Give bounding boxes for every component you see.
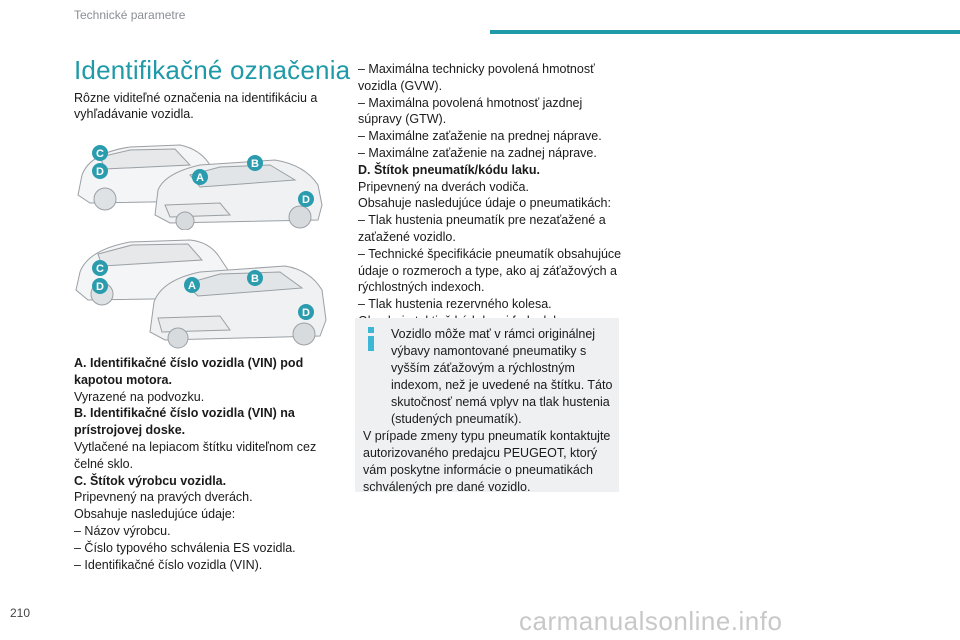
paragraph: D. Štítok pneumatík/kódu laku.: [358, 162, 540, 177]
car-illustration-estate: [70, 230, 330, 350]
callout-label: D: [96, 166, 104, 178]
page-title: Identifikačné označenia: [74, 55, 351, 85]
callout-label: A: [188, 280, 196, 292]
callout-label: D: [96, 281, 104, 293]
list-item: – Tlak hustenia rezervného kolesa.: [358, 297, 552, 312]
callout-label: B: [251, 273, 259, 285]
callout-label: A: [196, 172, 204, 184]
list-item: – Číslo typového schválenia ES vozidla.: [74, 540, 296, 555]
header-section-title: Technické parametre: [74, 8, 186, 22]
callout-label: D: [302, 307, 310, 319]
paragraph: Pripevnený na pravých dverách.: [74, 490, 253, 505]
paragraph: Vyrazené na podvozku.: [74, 389, 205, 404]
callout-label: C: [96, 263, 104, 275]
list-item: – Maximálne zaťaženie na prednej nápravе.: [358, 129, 602, 144]
info-note-box: [355, 318, 619, 492]
note-paragraph: Vozidlo môže mať v rámci originálnej výbavy namontované pneumatiky s vyšším záťažovým a rýchlostným indexom, než je uvedené na štítku. Táto skutočnosť nemá vplyv na tlak hustenia (studených pneumatík).: [391, 327, 613, 426]
page-number: 210: [10, 606, 31, 620]
header-accent-bar: [490, 30, 960, 34]
paragraph: Pripevnený na dverách vodiča.: [358, 179, 529, 194]
callout-label: B: [251, 158, 259, 170]
left-column-text: [74, 355, 344, 573]
list-item: – Maximálna technicky povolená hmotnosť vozidla (GVW).: [358, 62, 595, 93]
car-illustration-hatchback: [70, 135, 330, 230]
paragraph: Obsahuje nasledujúce údaje o pneumatikách:: [358, 196, 611, 211]
list-item: – Názov výrobcu.: [74, 523, 171, 538]
watermark: carmanualsonline.info: [519, 606, 783, 636]
list-item: – Identifikačné číslo vozidla (VIN).: [74, 557, 263, 572]
paragraph: Obsahuje nasledujúce údaje:: [74, 507, 236, 522]
paragraph: A. Identifikačné číslo vozidla (VIN) pod kapotou motora.: [74, 356, 304, 387]
list-item: – Technické špecifikácie pneumatík obsahujúce údaje o rozmeroch a type, ako aj záťažových a rýchlostných indexoch.: [358, 246, 622, 295]
callout-label: D: [302, 194, 310, 206]
list-item: – Maximálna povolená hmotnosť jazdnej súpravy (GTW).: [358, 95, 583, 127]
paragraph: C. Štítok výrobcu vozidla.: [74, 473, 227, 488]
right-column-text: [358, 61, 628, 330]
list-item: – Tlak hustenia pneumatík pre nezaťažené a zaťažené vozidlo.: [358, 213, 606, 244]
callout-label: C: [96, 148, 104, 160]
intro-text: Rôzne viditeľné označenia na identifikáciu a vyhľadávanie vozidla.: [74, 91, 318, 121]
note-paragraph: V prípade zmeny typu pneumatík kontaktujte autorizovaného predajcu PEUGEOT, ktorý vám poskytne informácie o pneumatikách schválených pre dané vozidlo.: [363, 429, 611, 494]
paragraph: B. Identifikačné číslo vozidla (VIN) na prístrojovej doske.: [74, 406, 295, 438]
list-item: – Maximálne zaťaženie na zadnej nápravе.: [358, 145, 597, 160]
paragraph: Vytlačené na lepiacom štítku viditeľnom cez čelné sklo.: [74, 439, 317, 471]
